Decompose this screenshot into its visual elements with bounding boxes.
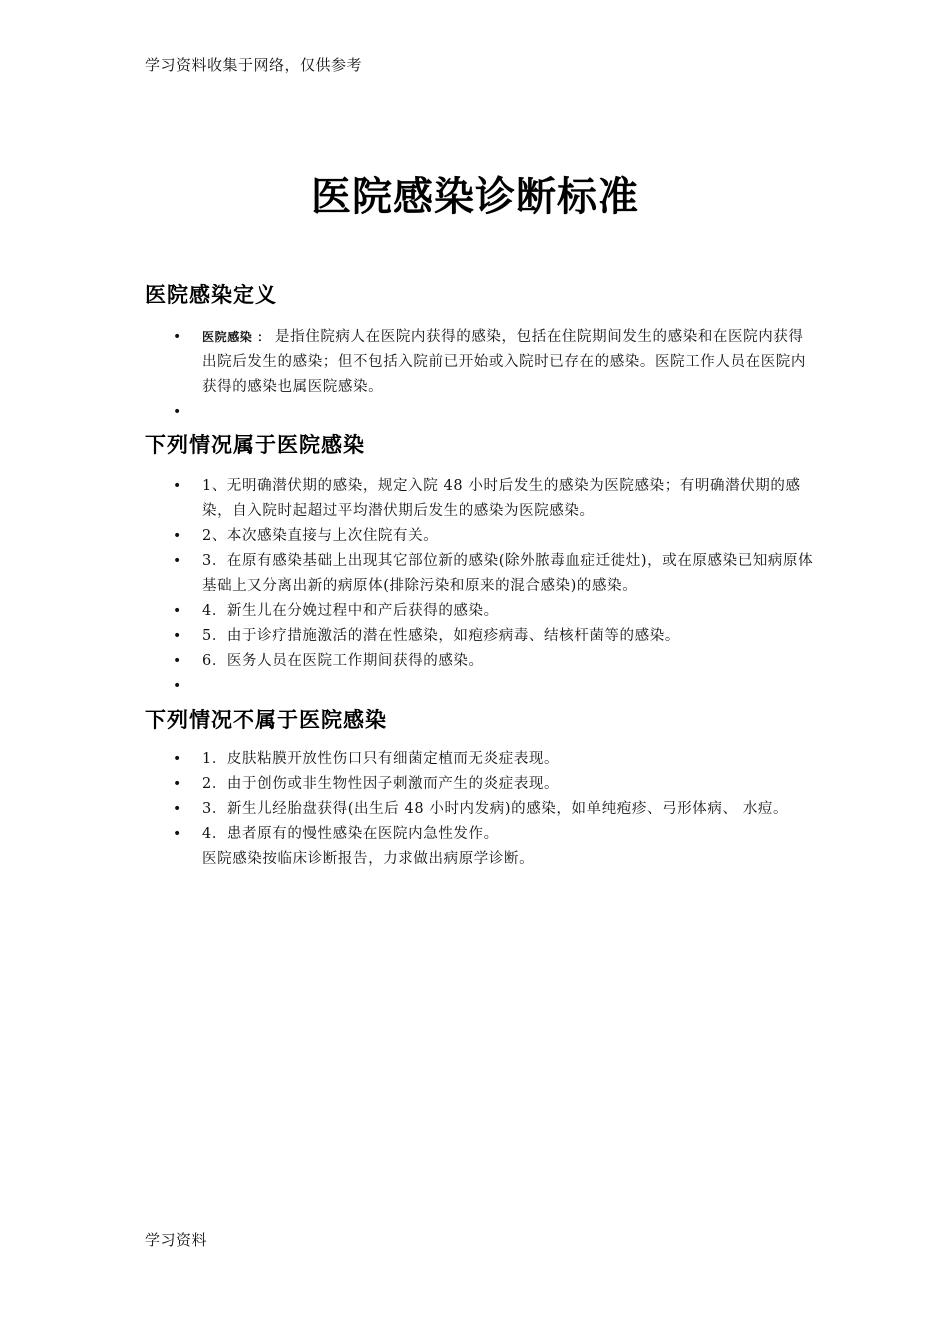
item-text: 3．新生儿经胎盘获得(出生后 48 小时内发病)的感染，如单纯疱疹、弓形体病、 水痘。: [202, 801, 789, 817]
list-item: [145, 624, 815, 649]
list-item: [145, 822, 815, 872]
section-heading-excluded: 下列情况不属于医院感染: [145, 708, 387, 732]
section-heading-definition: 医院感染定义: [145, 283, 277, 307]
item-text: 1、无明确潜伏期的感染，规定入院 48 小时后发生的感染为医院感染；有明确潜伏期的感染，自入院时起超过平均潜伏期后发生的感染为医院感染。: [202, 478, 801, 519]
item-text: 5．由于诊疗措施激活的潜在性感染，如疱疹病毒、结核杆菌等的感染。: [202, 628, 680, 644]
item-text: 1．皮肤粘膜开放性伤口只有细菌定植而无炎症表现。: [202, 751, 560, 767]
bullet-icon: •: [173, 553, 182, 569]
page-header: 学习资料收集于网络，仅供参考: [145, 56, 363, 74]
bullet-icon: •: [173, 678, 182, 694]
list-item: [145, 325, 815, 400]
bullet-icon: •: [173, 528, 182, 544]
bullet-icon: •: [173, 801, 182, 817]
list-item: [145, 599, 815, 624]
list-item: [145, 797, 815, 822]
bullet-icon: •: [173, 628, 182, 644]
list-item: [145, 524, 815, 549]
closing-note: 医院感染按临床诊断报告，力求做出病原学诊断。: [202, 851, 535, 867]
bullet-icon: •: [173, 603, 182, 619]
list-item: [145, 649, 815, 674]
definition-list: [145, 325, 815, 425]
bullet-icon: •: [173, 653, 182, 669]
bullet-icon: •: [173, 329, 182, 345]
list-item: [145, 772, 815, 797]
item-text: 6．医务人员在医院工作期间获得的感染。: [202, 653, 484, 669]
term-separator: ：: [252, 330, 270, 344]
list-item: [145, 474, 815, 524]
bullet-icon: •: [173, 751, 182, 767]
included-list: [145, 474, 815, 699]
item-text: 4．新生儿在分娩过程中和产后获得的感染。: [202, 603, 499, 619]
term-label: 医院感染: [202, 330, 253, 344]
page-footer: 学习资料: [145, 1231, 208, 1249]
document-title: 医院感染诊断标准: [311, 173, 639, 220]
item-text: 4．患者原有的慢性感染在医院内急性发作。: [202, 826, 499, 842]
bullet-icon: •: [173, 404, 182, 420]
item-text: 2．由于创伤或非生物性因子刺激而产生的炎症表现。: [202, 776, 560, 792]
bullet-icon: •: [173, 826, 182, 842]
list-item-empty: [145, 400, 815, 425]
bullet-icon: •: [173, 478, 182, 494]
list-item: [145, 747, 815, 772]
list-item: [145, 549, 815, 599]
bullet-icon: •: [173, 776, 182, 792]
excluded-list: [145, 747, 815, 872]
section-heading-included: 下列情况属于医院感染: [145, 433, 365, 457]
item-text: 3．在原有感染基础上出现其它部位新的感染(除外脓毒血症迁徙灶)，或在原感染已知病原体基础上又分离出新的病原体(排除污染和原来的混合感染)的感染。: [202, 553, 814, 594]
item-text: 2、本次感染直接与上次住院有关。: [202, 528, 439, 544]
item-text: 是指住院病人在医院内获得的感染，包括在住院期间发生的感染和在医院内获得出院后发生的感染；但不包括入院前已开始或入院时已存在的感染。医院工作人员在医院内获得的感染也属医院感染。: [202, 329, 806, 395]
list-item-empty: [145, 674, 815, 699]
